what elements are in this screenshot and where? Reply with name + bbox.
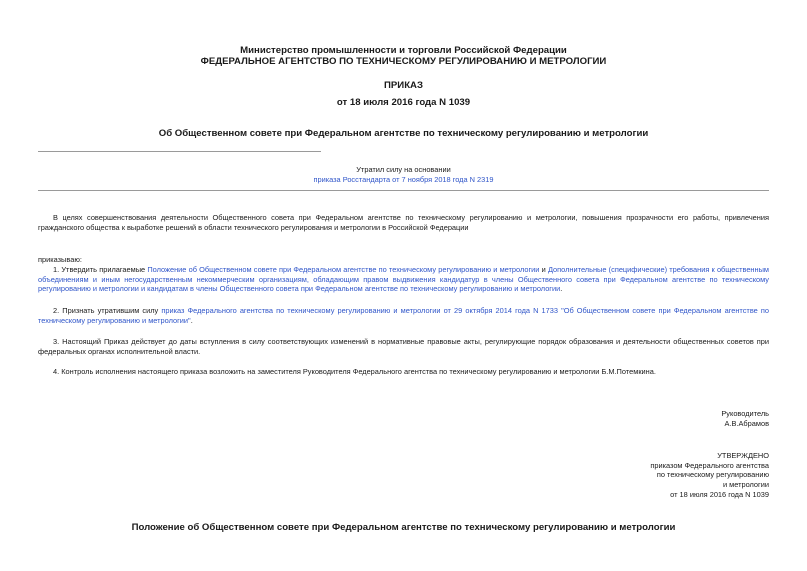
item-4: [38, 367, 769, 377]
top-rule: [38, 151, 321, 152]
approval-line-2: приказом Федерального агентства: [650, 460, 769, 470]
repeal-note: Утратил силу на основании: [356, 165, 451, 174]
item-3-text: 3. Настоящий Приказ действует до даты вступления в силу соответствующих изменений в нормативные правовые акты, регулирующие порядок образования и деятельности общественных советов при федеральных органах исполнительной власти.: [38, 337, 769, 356]
signature-role: Руководитель: [721, 409, 769, 418]
item-1-prefix: 1. Утвердить прилагаемые: [53, 265, 148, 274]
signature-name: А.В.Абрамов: [724, 418, 769, 428]
item-3: [38, 337, 769, 356]
item-1-middle: и: [539, 265, 548, 274]
agency-name: ФЕДЕРАЛЬНОЕ АГЕНТСТВО ПО ТЕХНИЧЕСКОМУ РЕГУЛИРОВАНИЮ И МЕТРОЛОГИИ: [200, 56, 607, 67]
ministry-name: Министерство промышленности и торговли Российской Федерации: [240, 45, 567, 56]
approval-line-4: и метрологии: [722, 480, 769, 490]
repeal-link-line: [0, 175, 807, 184]
item-2-prefix: 2. Признать утратившим силу: [53, 306, 162, 315]
repeal-order-link[interactable]: приказа Росстандарта от 7 ноября 2018 года N 2319: [313, 175, 494, 184]
document-date: от 18 июля 2016 года N 1039: [336, 97, 471, 108]
order-word: приказываю:: [38, 255, 82, 264]
bottom-rule: [38, 190, 769, 191]
document-title: Об Общественном совете при Федеральном агентстве по техническому регулированию и метрологии: [158, 128, 649, 139]
item-2-suffix: .: [190, 315, 193, 325]
preamble-paragraph: [38, 213, 769, 232]
approval-block: [650, 451, 769, 500]
item-1: [38, 265, 769, 294]
item-4-text: 4. Контроль исполнения настоящего приказа возложить на заместителя Руководителя Федерального агентства по техническому регулированию и метрологии Б.М.Потемкина.: [53, 367, 656, 376]
item-2: [38, 306, 769, 325]
item-1-suffix: .: [560, 284, 563, 294]
preamble-text: В целях совершенствования деятельности Общественного совета при Федеральном агентстве по техническому регулированию и метрологии, повышения прозрачности его работы, привлечения гражданского общества к выработке решений в области технического регулирования и метрологии в Российской Федерации: [38, 213, 769, 232]
requirements-link[interactable]: Дополнительные (специфические) требования к общественным объединениям и иным негосударственным некоммерческим организациям, обладающим правом выдвижения кандидатур в члены Общественного совета при Федеральном агентстве по техническому регулированию и метрологии и кандидатам в члены Общественного совета при Федеральном агентстве по техническому регулированию и метрологии: [38, 265, 769, 294]
repealed-order-link[interactable]: приказ Федерального агентства по техническому регулированию и метрологии от 29 октября 2014 года N 1733 "Об Общественном совете при Федеральном агентстве по техническому регулированию и метрологии": [38, 306, 769, 325]
signature-block: [721, 409, 769, 428]
regulation-title: Положение об Общественном совете при Федеральном агентстве по техническому регулированию и метрологии: [131, 522, 676, 533]
regulation-link[interactable]: Положение об Общественном совете при Федеральном агентстве по техническому регулированию и метрологии: [147, 265, 540, 274]
document-type: ПРИКАЗ: [384, 80, 423, 91]
approval-line-1: УТВЕРЖДЕНО: [717, 451, 769, 460]
approval-line-5: от 18 июля 2016 года N 1039: [670, 489, 769, 499]
approval-line-3: по техническому регулированию: [656, 470, 769, 480]
